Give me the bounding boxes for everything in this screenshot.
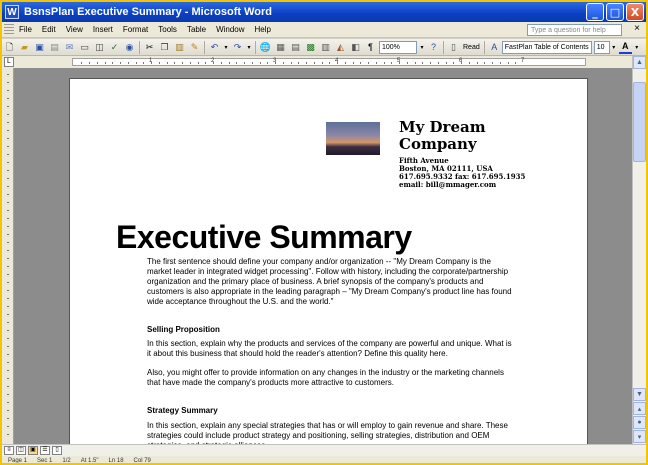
menu-format[interactable]: Format	[122, 25, 149, 34]
ruler-tick	[7, 242, 9, 243]
outline-view-icon[interactable]: ☰	[40, 446, 50, 455]
hyperlink-icon[interactable]: 🌐	[259, 41, 272, 52]
window-title: BsnsPlan Executive Summary - Microsoft Word	[24, 6, 272, 18]
company-email: email: bill@mmager.com	[399, 180, 497, 189]
ruler-tick	[7, 186, 9, 187]
print-icon[interactable]: ▭	[80, 41, 89, 52]
ruler-tick	[391, 62, 392, 64]
ruler-tick	[7, 258, 9, 259]
ruler-tick	[7, 114, 9, 115]
strategy-summary-heading: Strategy Summary	[147, 406, 218, 415]
new-document-icon[interactable]: 🗋	[5, 41, 14, 52]
ruler-tick	[7, 378, 9, 379]
ruler-tick	[7, 330, 9, 331]
status-position: At 1.5"	[80, 457, 99, 464]
window-controls	[586, 3, 644, 21]
undo-icon[interactable]: ↶	[210, 41, 219, 52]
zoom-dropdown-icon[interactable]: ▾	[420, 44, 424, 51]
undo-dropdown-icon[interactable]: ▾	[224, 44, 228, 51]
ruler-tick	[120, 62, 121, 64]
ruler-number: 4	[335, 58, 339, 64]
ruler-tick	[7, 386, 9, 387]
read-mode-icon[interactable]: ▯	[451, 41, 456, 52]
open-folder-icon[interactable]: ▰	[21, 41, 28, 52]
cut-icon[interactable]: ✂	[145, 41, 154, 52]
ruler-tick	[345, 62, 346, 64]
word-app-icon[interactable]: W	[5, 5, 19, 19]
scroll-down-icon[interactable]: ▼	[633, 388, 646, 401]
ruler-tick	[229, 62, 230, 64]
vertical-ruler[interactable]	[2, 68, 14, 444]
horizontal-ruler[interactable]	[72, 58, 586, 66]
ruler-tick	[7, 234, 9, 235]
menu-view[interactable]: View	[65, 25, 83, 34]
ruler-tick	[7, 74, 9, 75]
ruler-tick	[105, 62, 106, 64]
ruler-tick	[128, 62, 129, 64]
scroll-thumb[interactable]	[633, 82, 646, 162]
redo-dropdown-icon[interactable]: ▾	[247, 44, 251, 51]
insert-excel-icon[interactable]: ▩	[306, 41, 315, 52]
menu-bar	[2, 22, 646, 38]
standard-toolbar	[2, 39, 646, 56]
ruler-tick	[7, 178, 9, 179]
menu-help[interactable]: Help	[254, 25, 271, 34]
ruler-tick	[182, 62, 183, 64]
ruler-tick	[7, 146, 9, 147]
ruler-tick	[484, 62, 485, 64]
menu-window[interactable]: Window	[216, 25, 245, 34]
ruler-tick	[430, 62, 431, 64]
font-color-dropdown-icon[interactable]: ▾	[635, 44, 639, 51]
company-address-street: Fifth Avenue	[399, 156, 449, 165]
research-icon[interactable]: ◉	[125, 41, 134, 52]
ruler-tick	[283, 62, 284, 64]
close-button[interactable]: X	[626, 3, 644, 21]
ruler-tick	[244, 62, 245, 64]
title-bar[interactable]	[2, 2, 646, 22]
ruler-tick	[159, 62, 160, 64]
company-phone: 617.695.9332 fax: 617.695.1935	[399, 172, 526, 181]
ruler-tick	[477, 62, 478, 64]
save-icon[interactable]: ▣	[35, 41, 44, 52]
font-size-select[interactable]: 10	[594, 41, 610, 54]
menu-tools[interactable]: Tools	[158, 25, 177, 34]
ruler-tick	[7, 426, 9, 427]
ruler-tick	[508, 62, 509, 64]
ruler-tick	[7, 322, 9, 323]
ruler-tick	[7, 162, 9, 163]
horizontal-ruler-row	[2, 56, 646, 68]
ruler-tick	[190, 62, 191, 64]
ruler-tick	[198, 62, 199, 64]
company-address-city: Boston, MA 02111, USA	[399, 164, 493, 173]
ruler-tick	[7, 354, 9, 355]
ruler-tick	[329, 62, 330, 64]
drawing-icon[interactable]: ◭	[337, 41, 344, 52]
ruler-tick	[7, 170, 9, 171]
font-size-dropdown-icon[interactable]: ▾	[612, 44, 616, 51]
ruler-tick	[7, 154, 9, 155]
columns-icon[interactable]: ▥	[321, 41, 330, 52]
normal-view-icon[interactable]: ≡	[4, 446, 14, 455]
ruler-number: 7	[521, 58, 525, 64]
help-search-input[interactable]: Type a question for help	[527, 24, 622, 36]
ruler-tick	[252, 62, 253, 64]
ruler-tick	[492, 62, 493, 64]
ruler-tick	[314, 62, 315, 64]
ruler-tick	[306, 62, 307, 64]
paste-icon[interactable]: ▥	[175, 41, 184, 52]
tables-borders-icon[interactable]: ▦	[276, 41, 285, 52]
page-title: Executive Summary	[116, 219, 412, 255]
toolbar-separator	[139, 41, 140, 54]
menu-edit[interactable]: Edit	[41, 25, 56, 34]
ruler-tick	[7, 90, 9, 91]
reading-layout-view-icon[interactable]: ▯	[52, 446, 62, 455]
ruler-tick	[515, 62, 516, 64]
ruler-tick	[7, 290, 9, 291]
read-button[interactable]: Read	[463, 43, 480, 51]
status-line: Ln 18	[108, 457, 124, 464]
ruler-tick	[7, 402, 9, 403]
help-icon[interactable]: ?	[430, 41, 436, 52]
ruler-tick	[7, 370, 9, 371]
selling-paragraph-1: In this section, explain why the products and services of the company are powerful and unique. What is it about this business that should hold the reader's attention? Define this quality here.	[147, 339, 512, 358]
ruler-tick	[291, 62, 292, 64]
menu-insert[interactable]: Insert	[92, 25, 113, 34]
ruler-tick	[205, 62, 206, 64]
styles-pane-icon[interactable]: A	[491, 41, 498, 52]
print-preview-icon[interactable]: ◫	[95, 41, 104, 52]
ruler-tick	[7, 410, 9, 411]
ruler-tick	[407, 62, 408, 64]
ruler-tick	[7, 194, 9, 195]
vertical-scrollbar[interactable]	[632, 56, 646, 444]
ruler-tick	[7, 82, 9, 83]
ruler-tick	[376, 62, 377, 64]
ruler-tick	[167, 62, 168, 64]
ruler-tick	[368, 62, 369, 64]
email-icon[interactable]: ✉	[65, 41, 74, 52]
ruler-tick	[453, 62, 454, 64]
ruler-tick	[446, 62, 447, 64]
strategy-paragraph-1: In this section, explain any special strategies that has or will employ to gain revenue and share. These strategies could include product strategy and positioning, selling strategies, distribution and OEM	[147, 421, 508, 440]
selling-proposition-heading: Selling Proposition	[147, 325, 220, 334]
status-section: Sec 1	[37, 457, 53, 464]
ruler-tick	[7, 306, 9, 307]
toolbar-separator	[255, 41, 256, 54]
ruler-number: 6	[459, 58, 463, 64]
status-bar	[2, 456, 646, 465]
ruler-tick	[415, 62, 416, 64]
ruler-tick	[7, 346, 9, 347]
format-painter-icon[interactable]: ✎	[190, 41, 199, 52]
status-page-count: 1/2	[62, 457, 71, 464]
font-color-icon[interactable]: A	[619, 41, 632, 54]
ruler-tick	[7, 218, 9, 219]
ruler-tick	[7, 362, 9, 363]
ruler-tick	[7, 418, 9, 419]
ruler-number: 2	[211, 58, 215, 64]
menu-file[interactable]: File	[19, 25, 32, 34]
select-browse-object-icon[interactable]: ●	[633, 416, 646, 429]
ruler-tick	[7, 210, 9, 211]
ruler-tick	[7, 282, 9, 283]
ruler-tick	[260, 62, 261, 64]
spelling-icon[interactable]: ✓	[110, 41, 119, 52]
ruler-tick	[7, 314, 9, 315]
style-select[interactable]: FastPlan Table of Contents	[502, 41, 592, 54]
ruler-tick	[7, 98, 9, 99]
intro-paragraph: The first sentence should define your company and/or organization -- "My Dream Company is the market leader in integrated widget processing". Follow with history, including the corporate/partnership organization and the primary place of business. A brief synopsis of the company's products and customers is also appropriate in the leading paragraph – "My Dream Company's product line has found wide acceptance throughout the U.S. and the world."	[147, 257, 512, 306]
ruler-tick	[143, 62, 144, 64]
previous-page-icon[interactable]: ▴	[633, 402, 646, 415]
ruler-tick	[7, 130, 9, 131]
selling-paragraph-2: Also, you might offer to provide information on any changes in the industry or the marketing channels that have made the company's products more attractive to customers.	[147, 368, 504, 387]
document-close-icon[interactable]: ×	[634, 23, 640, 34]
company-logo-image	[326, 122, 380, 155]
ruler-number: 5	[397, 58, 401, 64]
toolbar-separator	[204, 41, 205, 54]
ruler-tick	[7, 274, 9, 275]
ruler-tick	[97, 62, 98, 64]
horizontal-scrollbar[interactable]	[2, 444, 646, 456]
copy-icon[interactable]: ❐	[160, 41, 169, 52]
toolbar-separator	[484, 41, 485, 54]
show-hide-icon[interactable]: ¶	[368, 41, 373, 52]
ruler-tick	[89, 62, 90, 64]
ruler-tick	[384, 62, 385, 64]
ruler-tick	[500, 62, 501, 64]
maximize-button[interactable]: □	[606, 3, 624, 21]
tab-stop-selector[interactable]: L	[4, 57, 14, 67]
insert-table-icon[interactable]: ▤	[291, 41, 300, 52]
ruler-tick	[81, 62, 82, 64]
next-page-icon[interactable]: ▾	[633, 430, 646, 443]
ruler-number: 3	[273, 58, 277, 64]
zoom-select[interactable]: 100%	[379, 41, 417, 54]
ruler-tick	[136, 62, 137, 64]
ruler-tick	[7, 250, 9, 251]
toolbar-separator	[443, 41, 444, 54]
ruler-tick	[7, 138, 9, 139]
status-page: Page 1	[8, 457, 28, 464]
ruler-tick	[7, 106, 9, 107]
ruler-tick	[7, 298, 9, 299]
document-page[interactable]	[69, 78, 588, 458]
ruler-tick	[322, 62, 323, 64]
ruler-tick	[469, 62, 470, 64]
ruler-tick	[112, 62, 113, 64]
ruler-tick	[221, 62, 222, 64]
permission-icon[interactable]: ▤	[50, 41, 59, 52]
menu-grip-handle[interactable]	[4, 24, 14, 36]
minimize-button[interactable]: _	[586, 3, 604, 21]
ruler-tick	[174, 62, 175, 64]
ruler-tick	[422, 62, 423, 64]
ruler-tick	[7, 202, 9, 203]
company-name: My Dream Company	[399, 118, 486, 153]
ruler-tick	[7, 266, 9, 267]
ruler-tick	[298, 62, 299, 64]
web-layout-view-icon[interactable]: ◫	[16, 446, 26, 455]
document-map-icon[interactable]: ◧	[351, 41, 360, 52]
redo-icon[interactable]: ↷	[233, 41, 242, 52]
ruler-tick	[353, 62, 354, 64]
ruler-number: 1	[149, 58, 153, 64]
ruler-tick	[360, 62, 361, 64]
ruler-tick	[267, 62, 268, 64]
print-layout-view-icon[interactable]: ▣	[28, 446, 38, 455]
ruler-tick	[7, 226, 9, 227]
ruler-tick	[7, 394, 9, 395]
ruler-tick	[7, 122, 9, 123]
status-column: Col 79	[133, 457, 151, 464]
menu-table[interactable]: Table	[186, 25, 207, 34]
ruler-tick	[236, 62, 237, 64]
ruler-tick	[7, 434, 9, 435]
scroll-up-icon[interactable]: ▲	[633, 56, 646, 69]
ruler-tick	[7, 338, 9, 339]
ruler-tick	[438, 62, 439, 64]
